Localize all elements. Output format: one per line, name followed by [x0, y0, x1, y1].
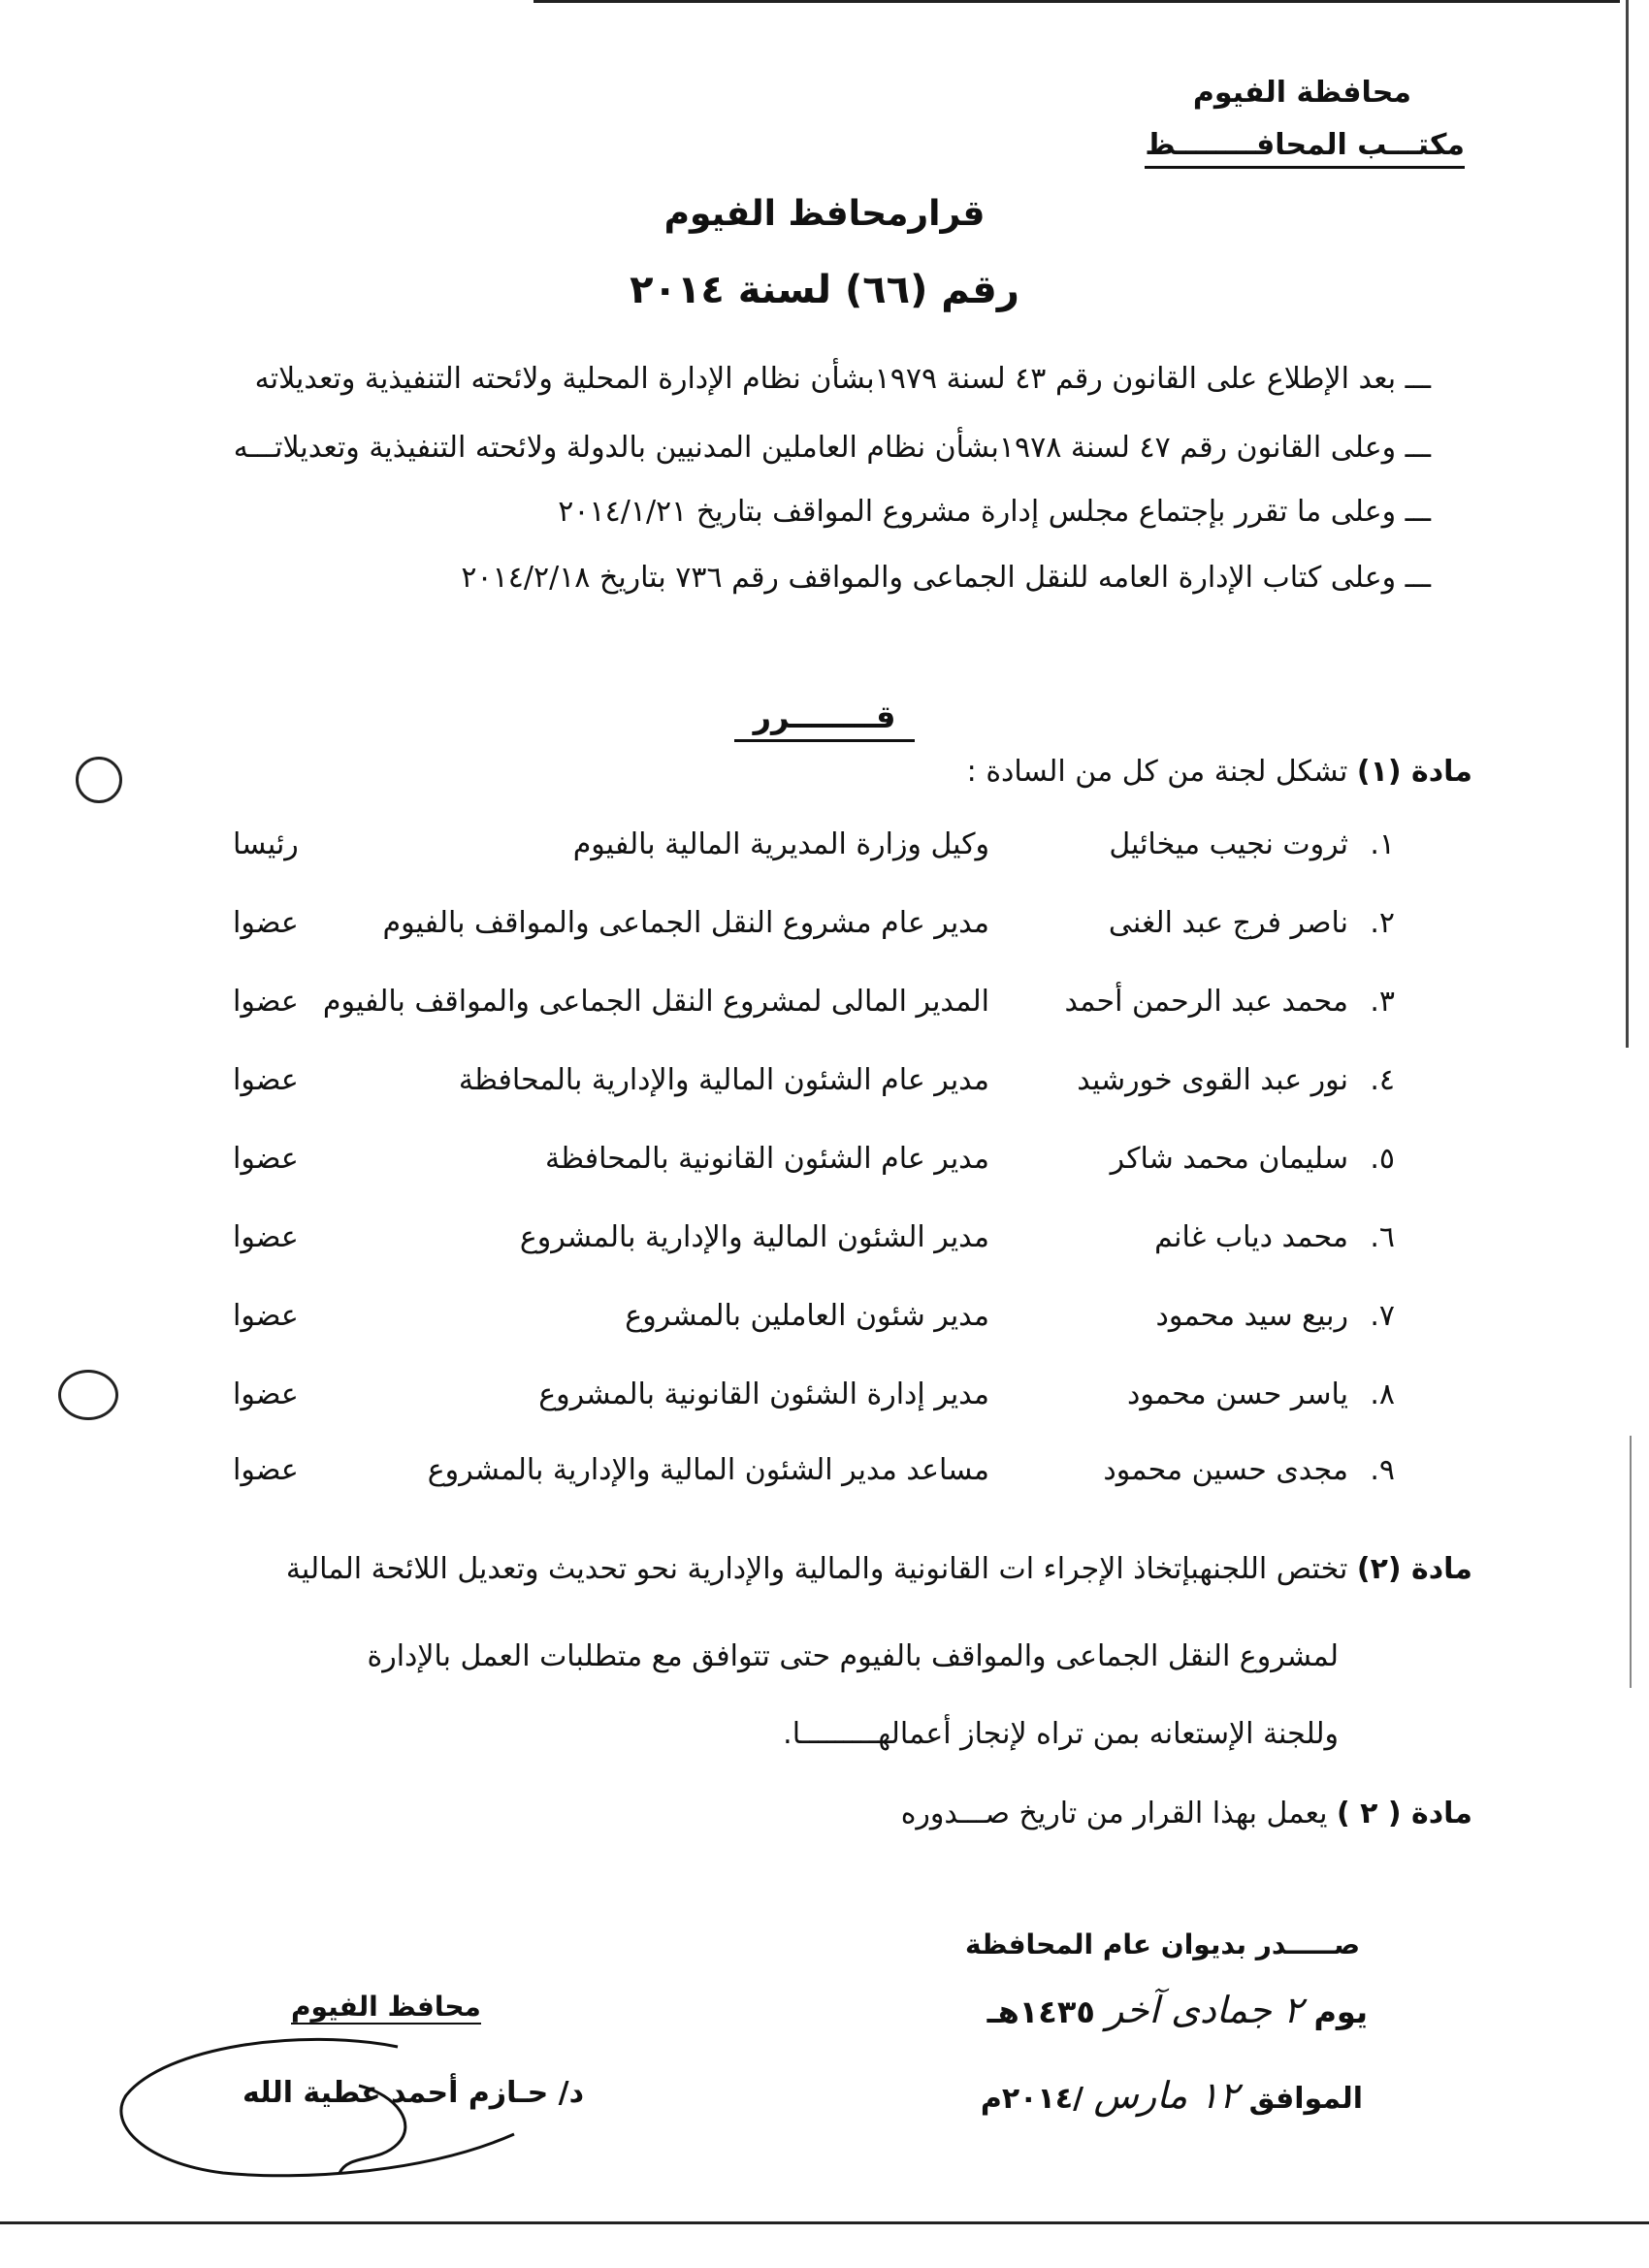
- member-role: عضوا: [233, 1453, 299, 1487]
- hijri-date-line: [987, 1989, 1368, 2031]
- member-number: ٨.: [1370, 1377, 1395, 1411]
- hand-drawn-circle-mark: [58, 1370, 118, 1420]
- member-name: ناصر فرج عبد الغنى: [1108, 906, 1348, 940]
- signatory-name: د/ حـازم أحمد عطية الله: [242, 2076, 585, 2110]
- member-title: مدير عام الشئون القانونية بالمحافظة: [545, 1142, 989, 1176]
- member-number: ٧.: [1370, 1299, 1395, 1333]
- article-2-line-3: وللجنة الإستعانه بمن تراه لإنجاز أعمالهـــــــــا.: [783, 1717, 1339, 1751]
- member-name: ثروت نجيب ميخائيل: [1109, 827, 1348, 861]
- member-name: ياسر حسن محمود: [1126, 1377, 1348, 1411]
- member-role: عضوا: [233, 1220, 299, 1254]
- member-number: ١.: [1370, 827, 1395, 861]
- article-1: [967, 755, 1472, 789]
- preamble-line-2: ـــ وعلى القانون رقم ٤٧ لسنة ١٩٧٨بشأن نظام العاملين المدنيين بالدولة ولائحته التنفيذية وتعديلاتـــه: [233, 431, 1431, 465]
- date-prefix: الموافق: [1248, 2082, 1363, 2116]
- page-number-circle: [76, 757, 122, 803]
- member-title: مدير الشئون المالية والإدارية بالمشروع: [519, 1220, 989, 1254]
- issued-at: صـــــدر بديوان عام المحافظة: [964, 1928, 1360, 1960]
- preamble-line-3: ـــ وعلى ما تقرر بإجتماع مجلس إدارة مشروع المواقف بتاريخ ٢٠١٤/١/٢١: [558, 495, 1431, 529]
- member-title: وكيل وزارة المديرية المالية بالفيوم: [572, 827, 989, 861]
- right-scan-edge: [1626, 0, 1629, 1048]
- member-title: المدير المالى لمشروع النقل الجماعى والمواقف بالفيوم: [322, 985, 989, 1019]
- member-name: محمد عبد الرحمن أحمد: [1064, 985, 1348, 1019]
- article-2-label: مادة (٢): [1356, 1552, 1472, 1586]
- member-title: مدير إدارة الشئون القانونية بالمشروع: [538, 1377, 989, 1411]
- member-row: [0, 827, 1649, 886]
- member-row: [0, 1453, 1649, 1511]
- member-number: ٢.: [1370, 906, 1395, 940]
- member-role: عضوا: [233, 985, 299, 1019]
- member-title: مساعد مدير الشئون المالية والإدارية بالمشروع: [427, 1453, 989, 1487]
- member-role: عضوا: [233, 1377, 299, 1411]
- member-row: [0, 1377, 1649, 1436]
- gregorian-year: /٢٠١٤م: [980, 2082, 1084, 2116]
- member-name: نور عبد القوى خورشيد: [1077, 1063, 1348, 1097]
- member-role: رئيسا: [233, 827, 299, 861]
- gregorian-date-line: [981, 2074, 1363, 2117]
- signatory-title: محافظ الفيوم: [291, 1991, 481, 2023]
- member-number: ٦.: [1370, 1220, 1395, 1254]
- member-role: عضوا: [233, 1063, 299, 1097]
- governorate-name: محافظة الفيوم: [1192, 76, 1411, 110]
- article-2-line-2: لمشروع النقل الجماعى والمواقف بالفيوم حتى تتوافق مع متطلبات العمل بالإدارة: [367, 1639, 1339, 1673]
- member-title: مدير عام الشئون المالية والإدارية بالمحافظة: [458, 1063, 989, 1097]
- decided-heading: [0, 698, 1649, 735]
- member-row: [0, 985, 1649, 1043]
- member-title: مدير عام مشروع النقل الجماعى والمواقف بالفيوم: [382, 906, 989, 940]
- article-1-text: تشكل لجنة من كل من السادة :: [966, 755, 1348, 789]
- day-prefix: يوم: [1313, 1993, 1368, 2030]
- member-name: سليمان محمد شاكر: [1110, 1142, 1348, 1176]
- member-number: ٣.: [1370, 985, 1395, 1019]
- member-role: عضوا: [233, 1142, 299, 1176]
- hijri-year: ١٤٣٥هـ: [986, 1993, 1095, 2030]
- governor-office: مكتـــب المحافــــــــظ: [1145, 128, 1465, 169]
- preamble-line-4: ـــ وعلى كتاب الإدارة العامه للنقل الجماعى والمواقف رقم ٧٣٦ بتاريخ ٢٠١٤/٢/١٨: [461, 561, 1431, 595]
- article-2-line-1: [286, 1552, 1472, 1586]
- member-name: محمد دياب غانم: [1154, 1220, 1348, 1254]
- article-3-label: مادة ( ٢ ): [1336, 1797, 1472, 1831]
- decree-title: قرارمحافظ الفيوم: [663, 194, 986, 234]
- member-number: ٤.: [1370, 1063, 1395, 1097]
- top-border-line: [534, 0, 1620, 3]
- article-2-text-1: تختص اللجنهبإتخاذ الإجراء ات القانونية والمالية والإدارية نحو تحديث وتعديل اللائحة المالية: [285, 1552, 1348, 1586]
- member-row: [0, 1299, 1649, 1357]
- member-row: [0, 1142, 1649, 1200]
- bottom-border-line: [0, 2221, 1649, 2224]
- member-row: [0, 1220, 1649, 1279]
- member-name: مجدى حسين محمود: [1103, 1453, 1348, 1487]
- article-1-label: مادة (١): [1356, 755, 1472, 789]
- member-number: ٩.: [1370, 1453, 1395, 1487]
- member-number: ٥.: [1370, 1142, 1395, 1176]
- article-3-text: يعمل بهذا القرار من تاريخ صـــدوره: [900, 1797, 1328, 1831]
- handwritten-hijri-day: ٢ جمادى آخر: [1106, 1989, 1304, 2031]
- handwritten-gregorian-day: ١٢ مارس: [1093, 2074, 1240, 2117]
- member-row: [0, 1063, 1649, 1121]
- preamble-line-1: ـــ بعد الإطلاع على القانون رقم ٤٣ لسنة ١٩٧٩بشأن نظام الإدارة المحلية ولائحته التنفيذية وتعديلاته: [254, 362, 1431, 396]
- member-title: مدير شئون العاملين بالمشروع: [625, 1299, 989, 1333]
- member-role: عضوا: [233, 906, 299, 940]
- decree-number: رقم (٦٦) لسنة ٢٠١٤: [630, 268, 1019, 312]
- decided-label: قــــــــرر: [734, 698, 916, 742]
- member-row: [0, 906, 1649, 964]
- member-name: ربيع سيد محمود: [1155, 1299, 1348, 1333]
- article-3: [901, 1797, 1472, 1831]
- member-role: عضوا: [233, 1299, 299, 1333]
